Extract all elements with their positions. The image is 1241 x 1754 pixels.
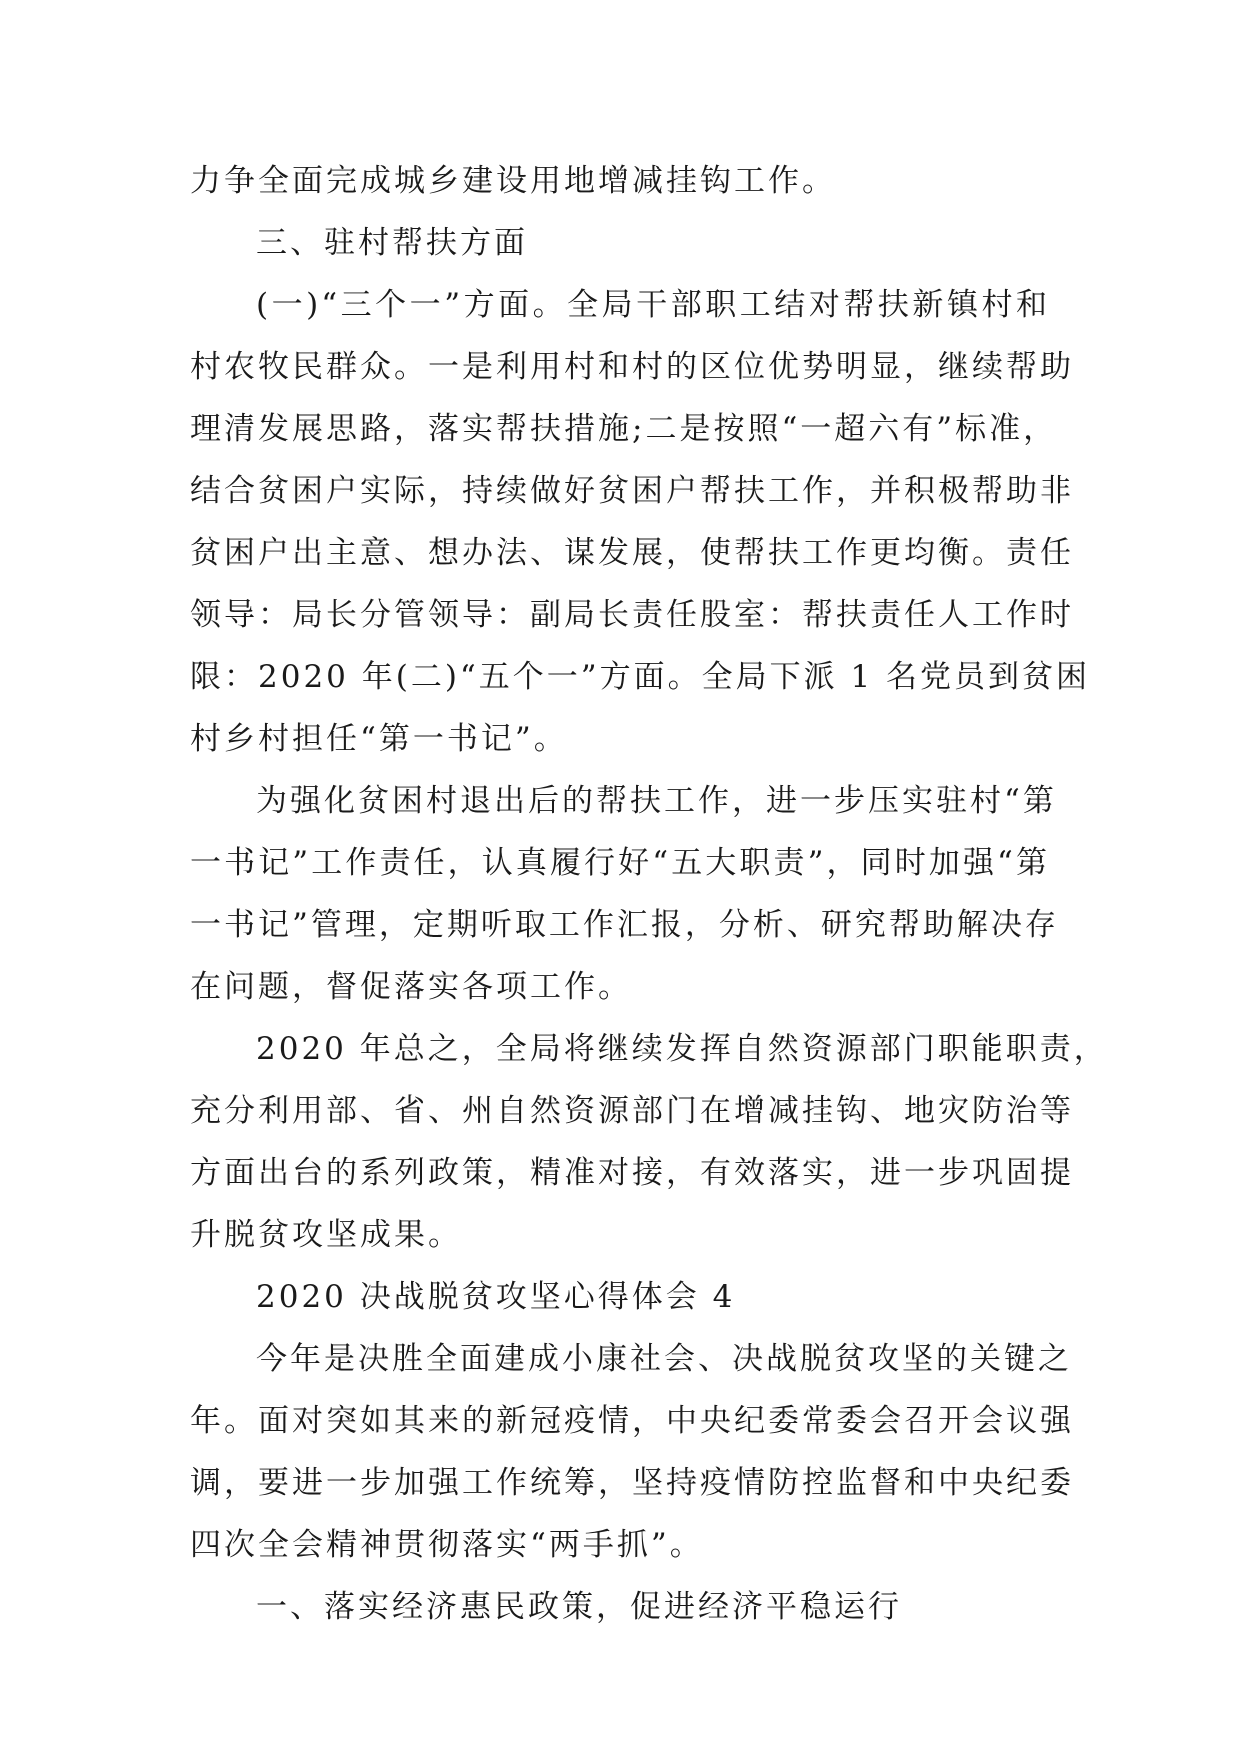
paragraph — [190, 1576, 1050, 1638]
text-line: 今年是决胜全面建成小康社会、决战脱贫攻坚的关键之 — [256, 1341, 1072, 1377]
text-line: (一)“三个一”方面。全局干部职工结对帮扶新镇村和 — [256, 287, 1050, 323]
text-line: 贫困户出主意、想办法、谋发展，使帮扶工作更均衡。责任 — [190, 535, 1074, 571]
paragraph — [190, 274, 1091, 770]
text-line: 理清发展思路，落实帮扶措施;二是按照“一超六有”标准， — [190, 411, 1058, 447]
paragraph — [190, 1018, 1108, 1266]
text-line: 2020 决战脱贫攻坚心得体会 4 — [256, 1279, 736, 1315]
text-line: 调，要进一步加强工作统筹，坚持疫情防控监督和中央纪委 — [190, 1465, 1074, 1501]
text-line: 年。面对突如其来的新冠疫情，中央纪委常委会召开会议强 — [190, 1403, 1074, 1439]
paragraph — [190, 1266, 1050, 1328]
text-line: 2020 年总之，全局将继续发挥自然资源部门职能职责， — [256, 1031, 1108, 1067]
text-line: 方面出台的系列政策，精准对接，有效落实，进一步巩固提 — [190, 1155, 1074, 1191]
text-line: 四次全会精神贯彻落实“两手抓”。 — [190, 1527, 704, 1563]
text-line: 一书记”工作责任，认真履行好“五大职责”，同时加强“第 — [190, 845, 1050, 881]
text-line: 力争全面完成城乡建设用地增减挂钩工作。 — [190, 163, 836, 199]
paragraph — [190, 150, 1050, 212]
paragraph — [190, 1328, 1074, 1576]
text-line: 为强化贫困村退出后的帮扶工作，进一步压实驻村“第 — [256, 783, 1057, 819]
text-line: 一、落实经济惠民政策，促进经济平稳运行 — [256, 1589, 902, 1625]
text-line: 充分利用部、省、州自然资源部门在增减挂钩、地灾防治等 — [190, 1093, 1074, 1129]
text-line: 村农牧民群众。一是利用村和村的区位优势明显，继续帮助 — [190, 349, 1074, 385]
paragraph — [190, 770, 1059, 1018]
text-line: 结合贫困户实际，持续做好贫困户帮扶工作，并积极帮助非 — [190, 473, 1074, 509]
text-line: 三、驻村帮扶方面 — [256, 225, 528, 261]
text-line: 村乡村担任“第一书记”。 — [190, 721, 568, 757]
text-line: 领导：局长分管领导：副局长责任股室：帮扶责任人工作时 — [190, 597, 1074, 633]
text-line: 限：2020 年(二)“五个一”方面。全局下派 1 名党员到贫困 — [190, 659, 1091, 695]
text-line: 升脱贫攻坚成果。 — [190, 1217, 462, 1253]
text-line: 一书记”管理，定期听取工作汇报，分析、研究帮助解决存 — [190, 907, 1059, 943]
paragraph — [190, 212, 1050, 274]
text-line: 在问题，督促落实各项工作。 — [190, 969, 632, 1005]
document-body — [190, 150, 1108, 1638]
